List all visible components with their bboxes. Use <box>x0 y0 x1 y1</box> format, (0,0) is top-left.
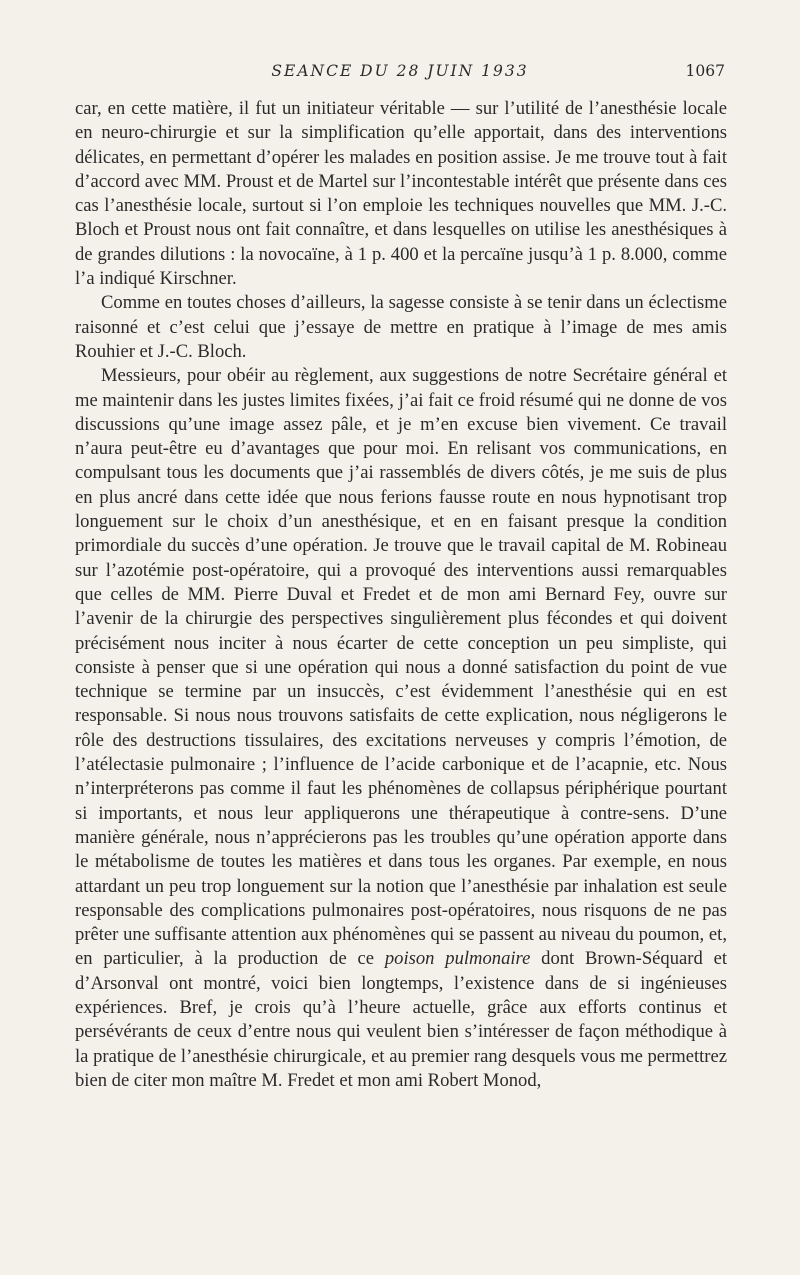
body-text <box>75 97 727 1093</box>
paragraph-messieurs-part-2: dont Brown-Séquard et d’Arsonval ont montré, voici bien longtemps, l’existence dans de si ingénieuses expériences. Bref, je crois qu’à l’heure actuelle, grâce aux efforts continus et persévérants de ceux d’entre nous qui veulent bien s’intéresser de façon méthodique à la pratique de l’anesthésie chirurgicale, et au premier rang desquels vous me permettrez bien de citer mon maître M. Fredet et mon ami Robert Monod, <box>75 948 728 1091</box>
page-number: 1067 <box>685 62 725 80</box>
paragraph-messieurs <box>75 364 727 1093</box>
running-head: SEANCE DU 28 JUIN 1933 <box>271 62 529 80</box>
page-header <box>75 62 725 84</box>
paragraph-continued: car, en cette matière, il fut un initiateur véritable — sur l’utilité de l’anesthésie locale en neuro-chirurgie et sur la simplification qu’elle apportait, dans des interventions délicates, en permettant d’opérer les malades en position assise. Je me trouve tout à fait d’accord avec MM. Proust et de Martel sur l’incontestable intérêt que présente dans ces cas l’anesthésie locale, surtout si l’on emploie les techniques nouvelles que MM. J.-C. Bloch et Proust nous ont fait connaître, et dans lesquelles on utilise les anesthésiques à de grandes dilutions : la novocaïne, à 1 p. 400 et la percaïne jusqu’à 1 p. 8.000, comme l’a indiqué Kirschner. <box>75 98 727 290</box>
paragraph-messieurs-part-1: Messieurs, pour obéir au règlement, aux suggestions de notre Secrétaire général et me maintenir dans les justes limites fixées, j’ai fait ce froid résumé qui ne donne de vos discussions qu’une image assez pâle, et je m’en excuse bien vivement. Ce travail n’aura peut-être eu d’avantages que pour moi. En relisant vos communications, en compulsant tous les documents que j’ai rassemblés de divers côtés, je me suis de plus en plus ancré dans cette idée que nous ferions fausse route en nous hypnotisant trop longuement sur le choix d’un anesthésique, et en en faisant presque la condition primordiale du succès d’une opération. Je trouve que le travail capital de M. Robineau sur l’azotémie post-opératoire, qui a provoqué des interventions aussi remarquables que celles de MM. Pierre Duval et Fredet et de mon ami Bernard Fey, ouvre sur l’avenir de la chirurgie des perspectives singulièrement plus fécondes et qui doivent précisément nous inciter à nous écarter de cette conception un peu simpliste, qui consiste à penser que si une opération qui nous a donné satisfaction du point de vue technique se termine par un insuccès, c’est évidemment l’anesthésie qui en est responsable. Si nous nous trouvons satisfaits de cette explication, nous négligerons le rôle des destructions tissulaires, des excitations nerveuses y compris l’émotion, de l’atélectasie pulmonaire ; l’influence de l’acide carbonique et de l’acapnie, etc. Nous n’interpréterons pas comme il faut les phénomènes de collapsus périphérique pourtant si importants, et nous leur appliquerons une thérapeutique à contre-sens. D’une manière générale, nous n’apprécierons pas les troubles qu’une opération apporte dans le métabolisme de toutes les matières et dans tous les organes. Par exemple, en nous attardant un peu trop longuement sur la notion que l’anesthésie par inhalation est seule responsable des complications pulmonaires post-opératoires, nous risquons de ne pas prêter une suffisante attention aux phénomènes qui se passent au niveau du poumon, et, en particulier, à la production de ce <box>75 365 727 970</box>
italic-term-poison-pulmonaire: poison pulmonaire <box>384 948 531 970</box>
paragraph-eclectisme: Comme en toutes choses d’ailleurs, la sagesse consiste à se tenir dans un éclectisme raisonné et c’est celui que j’essaye de mettre en pratique à l’image de mes amis Rouhier et J.-C. Bloch. <box>75 292 727 362</box>
